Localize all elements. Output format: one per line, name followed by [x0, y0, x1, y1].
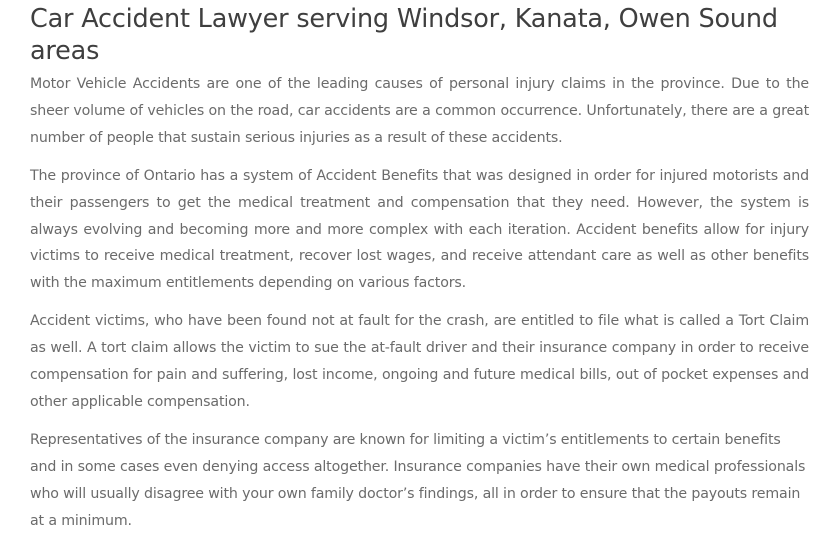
- paragraph-insurance-representatives: Representatives of the insurance company are known for limiting a victim’s entitlements to certain benefits and in some cases even denying access altogether. Insurance companies have their own medical professionals who will usually disagree with your own family doctor’s findings, all in order to ensure that the payouts remain at a minimum.: [30, 431, 806, 529]
- page-title: Car Accident Lawyer serving Windsor, Kanata, Owen Sound areas: [30, 4, 778, 66]
- paragraph-tort-claim: Accident victims, who have been found not at fault for the crash, are entitled to file what is called a Tort Claim as well. A tort claim allows the victim to sue the at-fault driver and their insurance company in order to receive compensation for pain and suffering, lost income, ongoing and future medical bills, out of pocket expenses and other applicable compensation.: [30, 313, 809, 410]
- paragraph-motor-vehicle-accidents: Motor Vehicle Accidents are one of the leading causes of personal injury claims in the province. Due to the sheer volume of vehicles on the road, car accidents are a common occurrence. Unfortunately, there are a great number of people that sustain serious injuries as a result of these accidents.: [30, 76, 809, 146]
- paragraph-accident-benefits: The province of Ontario has a system of Accident Benefits that was designed in order for injured motorists and their passengers to get the medical treatment and compensation that they need. However, the system is always evolving and becoming more and more complex with each iteration. Accident benefits allow for injury victims to receive medical treatment, recover lost wages, and receive attendant care as well as other benefits with the maximum entitlements depending on various factors.: [30, 167, 809, 292]
